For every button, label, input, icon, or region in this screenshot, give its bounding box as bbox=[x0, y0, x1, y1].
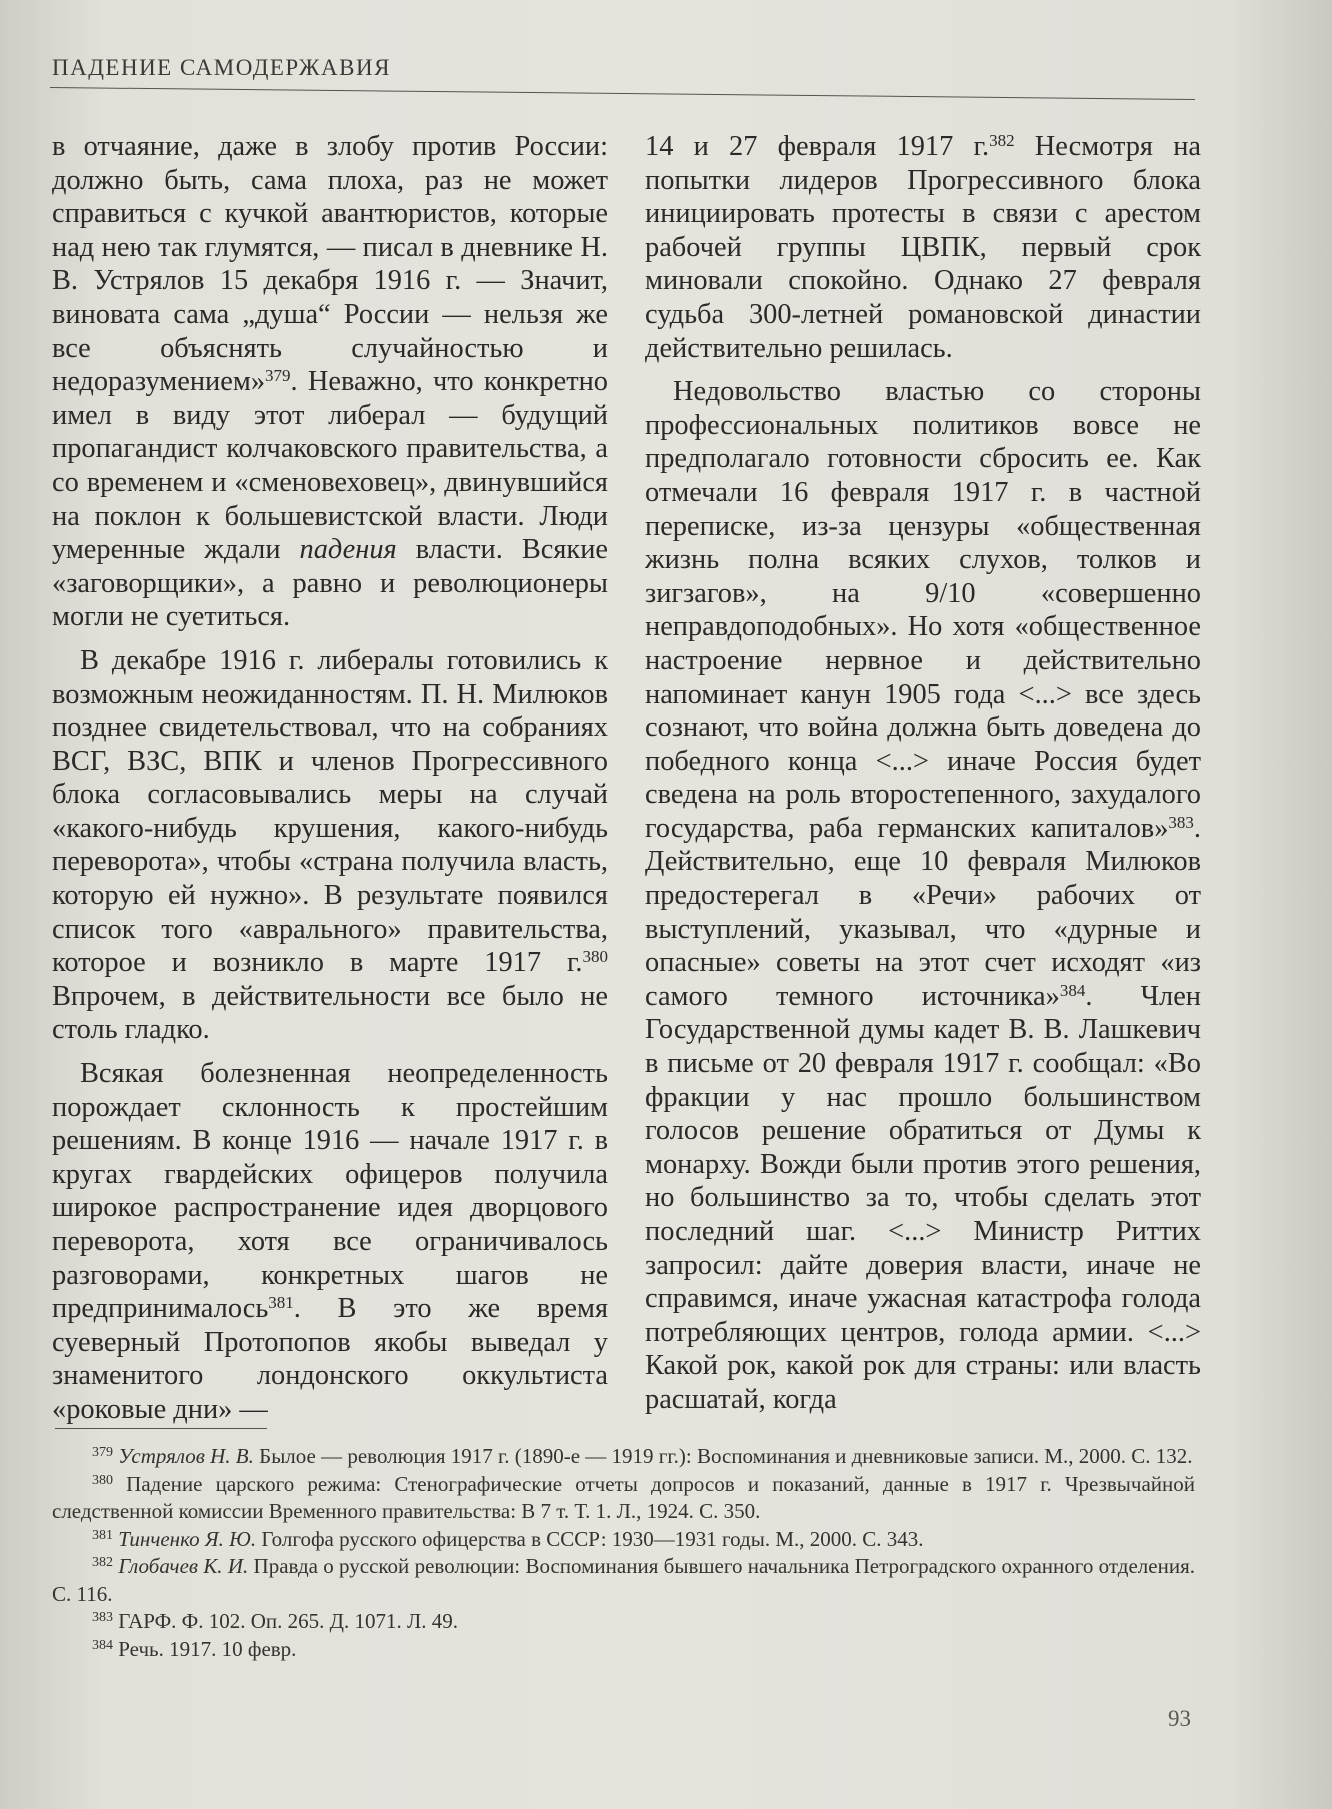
text-run: Недовольство властью со стороны профессиональных политиков вовсе не предполагало готовности сбросить ее. Как отмечали 16 февраля 1917 г. в частной переписке, из-за цензуры «общественная жизнь полна всяких слухов, толков и зигзагов», на 9/10 «совершенно неправдоподобных». Но хотя «общественное настроение нервное и действительно напоминает канун 1905 года <...> все здесь сознают, что война должна быть доведена до победного конца <...> иначе Россия будет сведена на роль второстепенного, захудалого государства, раба германских капиталов» bbox=[645, 376, 1201, 844]
footnote-text: Речь. 1917. 10 февр. bbox=[118, 1636, 297, 1661]
footnote-number: 383 bbox=[92, 1610, 113, 1625]
footnote-ref: 381 bbox=[268, 1293, 294, 1313]
footnotes bbox=[52, 1443, 1195, 1663]
footnote-author: Устрялов Н. В. bbox=[118, 1444, 254, 1468]
emphasis: падения bbox=[299, 534, 397, 566]
footnote bbox=[52, 1443, 1195, 1471]
text-run: В декабре 1916 г. либералы готовились к возможным неожиданностям. П. Н. Милюков позднее свидетельствовал, что на собраниях ВСГ, ВЗС, ВПК и членов Прогрессивного блока согласовывались меры на случай «какого-нибудь крушения, какого-нибудь переворота», чтобы «страна получила власть, которую ей нужно». В результате появился список того «аврального» правительства, которое и возникло в марте 1917 г. bbox=[52, 644, 608, 979]
footnote-number: 380 bbox=[92, 1472, 113, 1488]
footnote bbox=[52, 1471, 1195, 1526]
left-column bbox=[52, 130, 608, 1427]
footnote bbox=[52, 1526, 1195, 1554]
footnote bbox=[52, 1553, 1195, 1608]
paragraph bbox=[52, 1057, 608, 1427]
text-run: Впрочем, в действительности все было не столь гладко. bbox=[52, 980, 608, 1046]
footnote-number: 379 bbox=[92, 1445, 113, 1460]
header-rule bbox=[50, 87, 1195, 100]
text-run: власти. Всякие «заговорщики», а равно и революционеры могли не суетиться. bbox=[52, 534, 609, 633]
text-run: . Неважно, что конкретно имел в виду этот либерал — будущий пропагандист колчаковского правительства, а со временем и «сменовеховец», двинувшийся на поклон к большевистской власти. Люди умеренные ждали bbox=[52, 366, 608, 566]
paragraph bbox=[645, 375, 1201, 1416]
footnote-ref: 383 bbox=[1168, 812, 1194, 832]
footnote-text: Былое — революция 1917 г. (1890-е — 1919 гг.): Воспоминания и дневниковые записи. М., 2000. С. 132. bbox=[253, 1444, 1193, 1468]
text-run: . Член Государственной думы кадет В. В. Лашкевич в письме от 20 февраля 1917 г. сообщал: «Во фракции у нас прошло большинством голосов решение обратиться от Думы к монарху. Вожди были против этого решения, но большинство за то, чтобы сделать этот последний шаг. <...> Министр Риттих запросил: дайте доверия власти, иначе не справимся, иначе ужасная катастрофа голода потребляющих центров, голода армии. <...> Какой рок, какой рок для страны: или власть расшатай, когда bbox=[645, 980, 1201, 1415]
text-run: Всякая болезненная неопределенность порождает склонность к простейшим решениям. В конце 1916 — начале 1917 г. в кругах гвардейских офицеров получила широкое распространение идея дворцового переворота, хотя все ограничивалось разговорами, конкретных шагов не предпринималось bbox=[52, 1058, 608, 1325]
footnote-ref: 379 bbox=[265, 366, 291, 386]
footnote-number: 384 bbox=[92, 1637, 113, 1653]
text-run: Несмотря на попытки лидеров Прогрессивного блока инициировать протесты в связи с арестом рабочей группы ЦВПК, первый срок миновали спокойно. Однако 27 февраля судьба 300-летней романовской династии действительно решилась. bbox=[645, 131, 1201, 364]
footnote-ref: 382 bbox=[989, 131, 1015, 150]
footnote-text: Правда о русской революции: Воспоминания бывшего начальника Петроградского охранного отделения. С. 116. bbox=[52, 1554, 1195, 1606]
footnote-author: Глобачев К. И. bbox=[118, 1554, 249, 1578]
paragraph bbox=[52, 130, 608, 634]
footnote-ref: 380 bbox=[582, 947, 608, 967]
footnote-rule bbox=[55, 1428, 267, 1429]
paragraph bbox=[52, 644, 608, 1047]
page-number: 93 bbox=[1168, 1706, 1191, 1731]
footnote-number: 382 bbox=[92, 1555, 113, 1570]
footnote bbox=[52, 1636, 1195, 1664]
footnote-text: Падение царского режима: Стенографические отчеты допросов и показаний, данные в 1917 г. Чрезвычайной следственной комиссии Временного правительства: В 7 т. Т. 1. Л., 1924. С. 350. bbox=[52, 1471, 1195, 1523]
footnote bbox=[52, 1608, 1195, 1636]
text-run: в отчаяние, даже в злобу против России: должно быть, сама плоха, раз не может справиться с кучкой авантюристов, которые над нею так глумятся, — писал в дневнике Н. В. Устрялов 15 декабря 1916 г. — Значит, виновата сама „душа“ России — нельзя же все объяснять случайностью и недоразумением» bbox=[52, 131, 608, 398]
footnote-text: Голгофа русского офицерства в СССР: 1930—1931 годы. М., 2000. С. 343. bbox=[256, 1526, 924, 1551]
footnote-text: ГАРФ. Ф. 102. Оп. 265. Д. 1071. Л. 49. bbox=[118, 1609, 458, 1633]
paragraph bbox=[645, 130, 1201, 365]
footnote-ref: 384 bbox=[1059, 980, 1086, 1000]
footnote-number: 381 bbox=[92, 1527, 113, 1543]
text-run: . В это же время суеверный Протопопов якобы выведал у знаменитого лондонского оккультиста «роковые дни» — bbox=[52, 1293, 608, 1425]
text-run: 14 и 27 февраля 1917 г. bbox=[645, 131, 990, 162]
text-run: . Действительно, еще 10 февраля Милюков предостерегал в «Речи» рабочих от выступлений, указывал, что «дурные и опасные» советы на этот счет исходят «из самого темного источника» bbox=[645, 812, 1201, 1012]
right-column bbox=[645, 130, 1201, 1417]
running-head: ПАДЕНИЕ САМОДЕРЖАВИЯ bbox=[52, 55, 391, 80]
footnote-author: Тинченко Я. Ю. bbox=[118, 1526, 257, 1551]
